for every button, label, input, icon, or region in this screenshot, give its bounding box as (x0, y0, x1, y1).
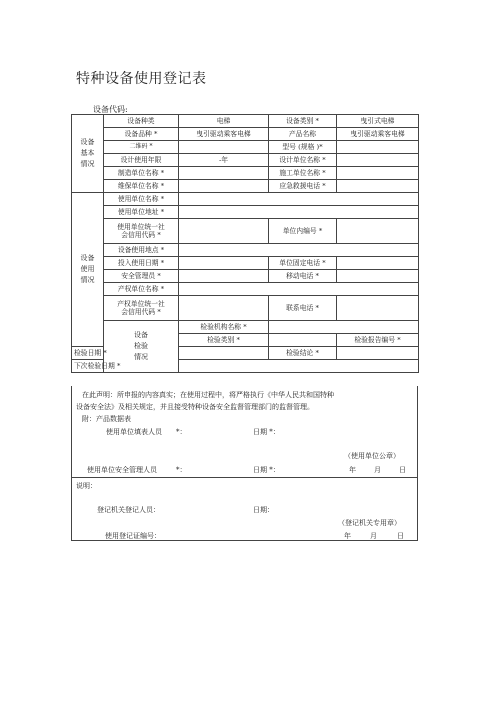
cell-label: 下次检验日期 * (72, 360, 104, 373)
cell-value[interactable] (179, 141, 269, 154)
filler-date-input[interactable]: 日期 *： (253, 428, 280, 436)
cell-label: 使用单位统一社 会信用代码 * (104, 219, 179, 244)
registration-date-label[interactable]: 日期： (253, 506, 274, 514)
cell-value[interactable] (179, 244, 419, 257)
cell-value[interactable] (269, 334, 337, 347)
cell-value[interactable] (179, 206, 419, 219)
form-filler-input[interactable]: *： (176, 428, 187, 436)
cell-value[interactable] (179, 270, 269, 283)
form-filler-label: 使用单位填表人员 (106, 428, 162, 436)
cell-label: 应急救援电话 * (269, 180, 337, 193)
notes-label: 说明： (76, 482, 97, 490)
registrar-label[interactable]: 登记机关登记人员： (97, 506, 160, 514)
equipment-code-label: 设备代码: (93, 105, 128, 114)
cell-value[interactable] (179, 296, 269, 321)
cell-label: 型号 (规格 )* (269, 141, 337, 154)
authority-seal-label: （登记机关专用章） (338, 519, 401, 527)
cell-value[interactable]: 曳引驱动乘客电梯 (337, 128, 419, 141)
cell-value[interactable] (337, 141, 419, 154)
registration-table (71, 114, 419, 373)
cell-value[interactable] (269, 321, 419, 334)
safety-manager-input[interactable]: *： (176, 466, 187, 474)
cell-value[interactable] (337, 180, 419, 193)
cell-value[interactable] (179, 283, 419, 296)
cell-label: 检验类别 * (179, 334, 269, 347)
cell-label: 维保单位名称 * (104, 180, 179, 193)
cell-label: 检验日期 * (72, 347, 104, 360)
declaration-block (71, 386, 418, 478)
cell-label: 产权单位统一社 会信用代码 * (104, 296, 179, 321)
cell-value[interactable] (337, 219, 419, 244)
cell-value[interactable] (337, 347, 419, 360)
cell-value[interactable]: 曳引式电梯 (337, 115, 419, 128)
cell-label: 设计使用年限 (104, 154, 179, 167)
cell-value[interactable] (337, 154, 419, 167)
cell-value[interactable] (179, 360, 419, 373)
cell-value[interactable] (179, 347, 269, 360)
declaration-line-1: 在此声明：所申报的内容真实；在使用过程中，将严格执行《中华人民共和国特种 (82, 391, 334, 399)
cell-label: 设备种类 (104, 115, 179, 128)
cell-value[interactable]: -年 (179, 154, 269, 167)
cell-value[interactable] (337, 167, 419, 180)
cell-label: 设备使用地点 * (104, 244, 179, 257)
declaration-line-2: 设备安全法》及相关规定，并且接受特种设备安全监督管理部门的监督管理。 (76, 403, 314, 411)
year-label: 年 (344, 532, 351, 540)
cell-label: 设备类别 * (269, 115, 337, 128)
cell-label: 检验结论 * (269, 347, 337, 360)
cell-label: 单位内编号 * (269, 219, 337, 244)
cell-value[interactable]: 曳引驱动乘客电梯 (179, 128, 269, 141)
cell-label: 使用单位地址 * (104, 206, 179, 219)
cell-label: 使用单位名称 * (104, 193, 179, 206)
year-label: 年 (349, 466, 356, 474)
cell-value[interactable] (179, 167, 269, 180)
month-label: 月 (370, 532, 377, 540)
certificate-number-label[interactable]: 使用登记证编号： (105, 532, 161, 540)
cell-label: 检验机构名称 * (179, 321, 269, 334)
cell-value[interactable] (179, 193, 419, 206)
cell-label: 制造单位名称 * (104, 167, 179, 180)
cell-value[interactable] (337, 257, 419, 270)
cell-label: 设备品种 * (104, 128, 179, 141)
cell-label: 产品名称 (269, 128, 337, 141)
section-usage: 设备 使用 情况 (72, 193, 104, 347)
month-label: 月 (374, 466, 381, 474)
company-seal-label: （使用单位公章） (344, 452, 400, 460)
safety-manager-label: 使用单位安全管理人员 (87, 466, 157, 474)
section-inspection: 设备 检验 情况 (104, 321, 179, 373)
cell-label: 产权单位名称 * (104, 283, 179, 296)
form-title: 特种设备使用登记表 (76, 71, 207, 87)
cell-label: 安全管理员 * (104, 270, 179, 283)
cell-label: 检验报告编号 * (337, 334, 419, 347)
cell-label: 施工单位名称 * (269, 167, 337, 180)
day-label: 日 (399, 466, 406, 474)
cell-value[interactable]: 电梯 (179, 115, 269, 128)
day-label: 日 (397, 532, 404, 540)
cell-label: 设计单位名称 * (269, 154, 337, 167)
attachment-label: 附：产品数据表 (82, 415, 131, 423)
notes-block (71, 478, 418, 541)
cell-value[interactable] (337, 270, 419, 283)
cell-value[interactable] (179, 219, 269, 244)
cell-label: 移动电话 * (269, 270, 337, 283)
cell-value[interactable] (179, 257, 269, 270)
cell-value[interactable] (337, 296, 419, 321)
cell-label: 投入使用日期 * (104, 257, 179, 270)
cell-label: 联系电话 * (269, 296, 337, 321)
section-basic: 设备 基本 情况 (72, 115, 104, 193)
cell-value[interactable] (179, 180, 269, 193)
cell-label: 二维码 * (104, 141, 179, 154)
cell-label: 单位固定电话 * (269, 257, 337, 270)
manager-date-input[interactable]: 日期 *： (253, 466, 280, 474)
